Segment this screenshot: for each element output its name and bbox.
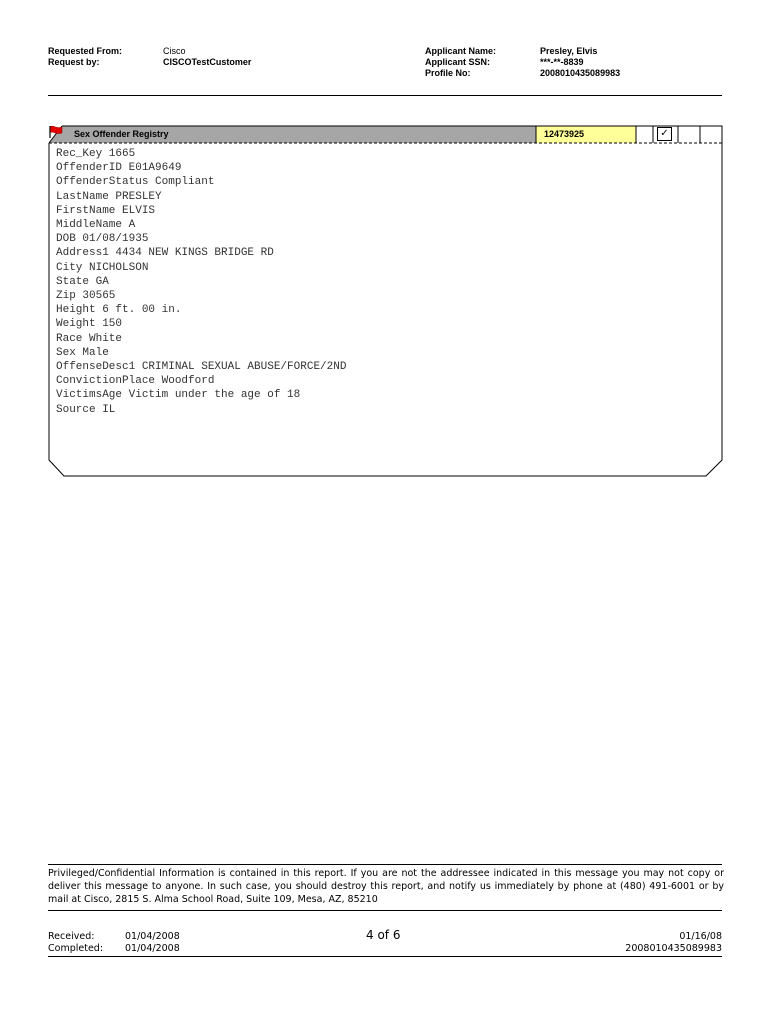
record-line: DOB 01/08/1935: [56, 233, 149, 246]
record-fields: [56, 147, 346, 417]
record-line: Sex Male: [56, 346, 109, 359]
completed-label: Completed:: [48, 943, 104, 954]
applicant-name-value: Presley, Elvis: [540, 46, 598, 56]
flag-icon: [48, 125, 64, 139]
record-line: Zip 30565: [56, 290, 116, 303]
record-line: FirstName ELVIS: [56, 204, 156, 217]
record-line: OffenderStatus Compliant: [56, 176, 215, 189]
record-line: Source IL: [56, 403, 116, 416]
record-line: VictimsAge Victim under the age of 18: [56, 389, 301, 402]
record-line: Race White: [56, 332, 123, 345]
footer-mid-divider: [48, 910, 722, 911]
footer-profile-no: 2008010435089983: [625, 943, 722, 954]
record-line: Weight 150: [56, 318, 123, 331]
profile-no-label: Profile No:: [425, 68, 471, 78]
requested-from-label: Requested From:: [48, 46, 123, 56]
header-divider: [48, 95, 722, 96]
record-id: 12473925: [544, 129, 585, 139]
request-by-label: Request by:: [48, 57, 100, 67]
applicant-name-label: Applicant Name:: [425, 46, 497, 56]
completed-value: 01/04/2008: [125, 943, 180, 954]
confidentiality-disclaimer: Privileged/Confidential Information is contained in this report. If you are not the addressee indicated in this message you may not copy or deliver this message to anyone. In such case, you should destroy this report, and notify us immediately by phone at (480) 491-6001 or by mail at Cisco, 2815 S. Alma School Road, Suite 109, Mesa, AZ, 85210: [48, 868, 724, 905]
record-line: Height 6 ft. 00 in.: [56, 304, 182, 317]
received-label: Received:: [48, 931, 95, 942]
requested-from-value: Cisco: [163, 46, 186, 56]
page-number: 4 of 6: [366, 928, 401, 942]
record-line: OffenseDesc1 CRIMINAL SEXUAL ABUSE/FORCE/2ND: [56, 361, 347, 374]
section-title: Sex Offender Registry: [74, 129, 169, 139]
applicant-ssn-value: ***-**-8839: [540, 57, 584, 67]
verified-check-icon: ✓: [657, 127, 672, 141]
received-value: 01/04/2008: [125, 931, 180, 942]
record-line: Rec_Key 1665: [56, 148, 136, 160]
sex-offender-registry-section: [48, 125, 723, 477]
request-by-value: CISCOTestCustomer: [163, 57, 252, 67]
record-line: Address1 4434 NEW KINGS BRIDGE RD: [56, 247, 274, 260]
report-date: 01/16/08: [679, 931, 722, 942]
record-line: MiddleName A: [56, 219, 136, 232]
record-line: ConvictionPlace Woodford: [56, 375, 215, 388]
profile-no-value: 2008010435089983: [540, 68, 621, 78]
record-line: State GA: [56, 275, 109, 288]
footer-bottom-divider: [48, 956, 722, 957]
record-line: LastName PRESLEY: [56, 190, 162, 203]
applicant-ssn-label: Applicant SSN:: [425, 57, 491, 67]
record-line: City NICHOLSON: [56, 261, 149, 274]
record-line: OffenderID E01A9649: [56, 162, 182, 175]
footer-top-divider: [48, 864, 722, 865]
